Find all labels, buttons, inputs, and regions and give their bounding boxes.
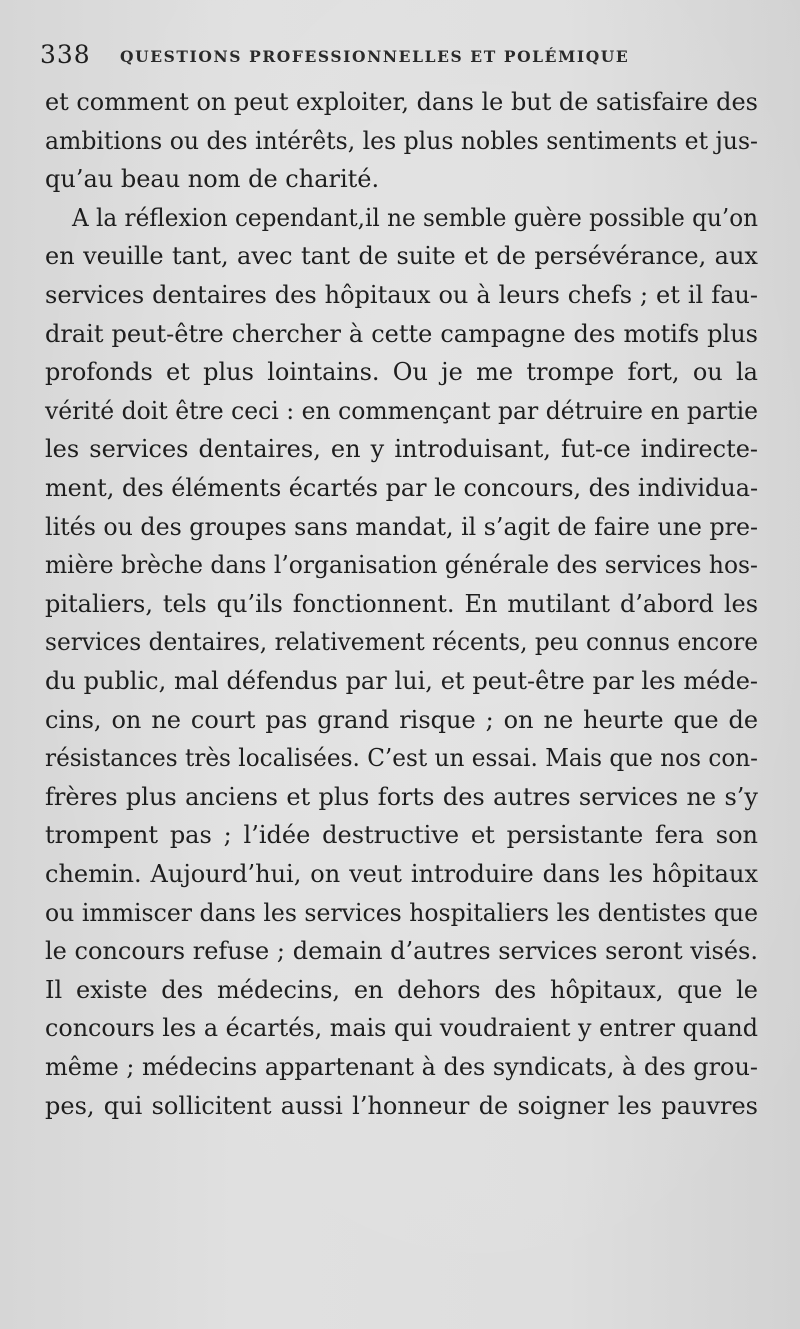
- text-line: [0, 82, 800, 122]
- running-head: [40, 40, 760, 72]
- text-line: [0, 700, 800, 740]
- page-number: 338: [40, 40, 91, 69]
- line-text: le concours refuse ; demain d’autres services seront visés.: [45, 937, 759, 966]
- text-line: [0, 275, 800, 315]
- text-line: [0, 159, 800, 199]
- text-line: [0, 429, 800, 469]
- line-text: cins, on ne court pas grand risque ; on ne heurte que de: [45, 705, 759, 734]
- line-text: frères plus anciens et plus forts des autres services ne s’y: [45, 782, 758, 811]
- text-line: [0, 198, 800, 238]
- text-line: [0, 815, 800, 855]
- text-line: [0, 1086, 800, 1126]
- line-text: A la réflexion cependant,il ne semble guère possible qu’on: [72, 203, 759, 232]
- line-text: même ; médecins appartenant à des syndicats, à des grou-: [45, 1053, 758, 1081]
- line-text: qu’au beau nom de charité.: [45, 165, 380, 194]
- text-line: [0, 507, 800, 547]
- text-line: [0, 468, 800, 508]
- text-line: [0, 236, 800, 276]
- text-line: [0, 738, 800, 778]
- line-text: trompent pas ; l’idée destructive et persistante fera son: [45, 821, 758, 850]
- line-text: vérité doit être ceci : en commençant par détruire en partie: [45, 396, 758, 425]
- line-text: lités ou des groupes sans mandat, il s’agit de faire une pre-: [45, 512, 758, 541]
- line-text: chemin. Aujourd’hui, on veut introduire dans les hôpitaux: [45, 860, 758, 888]
- text-line: [0, 391, 800, 431]
- text-line: [0, 777, 800, 817]
- line-text: les services dentaires, en y introduisant, fut-ce indirecte-: [45, 435, 759, 464]
- line-text: et comment on peut exploiter, dans le but de satisfaire des: [45, 88, 758, 116]
- line-text: ambitions ou des intérêts, les plus nobles sentiments et jus-: [45, 126, 758, 155]
- line-text: concours les a écartés, mais qui voudraient y entrer quand: [45, 1014, 759, 1043]
- text-line: [0, 121, 800, 161]
- line-text: ou immiscer dans les services hospitaliers les dentistes que: [45, 898, 759, 927]
- text-line: [0, 931, 800, 971]
- text-line: [0, 854, 800, 894]
- line-text: drait peut-être chercher à cette campagne des motifs plus: [45, 319, 758, 348]
- text-line: [0, 352, 800, 392]
- line-text: mière brèche dans l’organisation générale des services hos-: [45, 551, 758, 580]
- line-text: ment, des éléments écartés par le concours, des individua-: [45, 474, 759, 502]
- text-line: [0, 622, 800, 662]
- line-text: profonds et plus lointains. Ou je me trompe fort, ou la: [45, 358, 758, 387]
- text-line: [0, 970, 800, 1010]
- text-line: [0, 893, 800, 933]
- line-text: du public, mal défendus par lui, et peut-être par les méde-: [45, 667, 759, 695]
- text-line: [0, 545, 800, 585]
- running-title: QUESTIONS PROFESSIONNELLES ET POLÉMIQUE: [120, 47, 630, 66]
- line-text: services dentaires des hôpitaux ou à leurs chefs ; et il fau-: [45, 281, 758, 309]
- line-text: Il existe des médecins, en dehors des hôpitaux, que le: [45, 975, 758, 1004]
- line-text: services dentaires, relativement récents, peu connus encore: [45, 628, 759, 657]
- line-text: pitaliers, tels qu’ils fonctionnent. En mutilant d’abord les: [45, 589, 759, 618]
- line-text: résistances très localisées. C’est un essai. Mais que nos con-: [45, 744, 759, 773]
- line-text: en veuille tant, avec tant de suite et de persévérance, aux: [45, 242, 758, 271]
- text-line: [0, 584, 800, 624]
- text-line: [0, 314, 800, 354]
- text-line: [0, 1047, 800, 1087]
- text-line: [0, 1008, 800, 1048]
- line-text: pes, qui sollicitent aussi l’honneur de soigner les pauvres: [45, 1091, 758, 1120]
- text-line: [0, 661, 800, 701]
